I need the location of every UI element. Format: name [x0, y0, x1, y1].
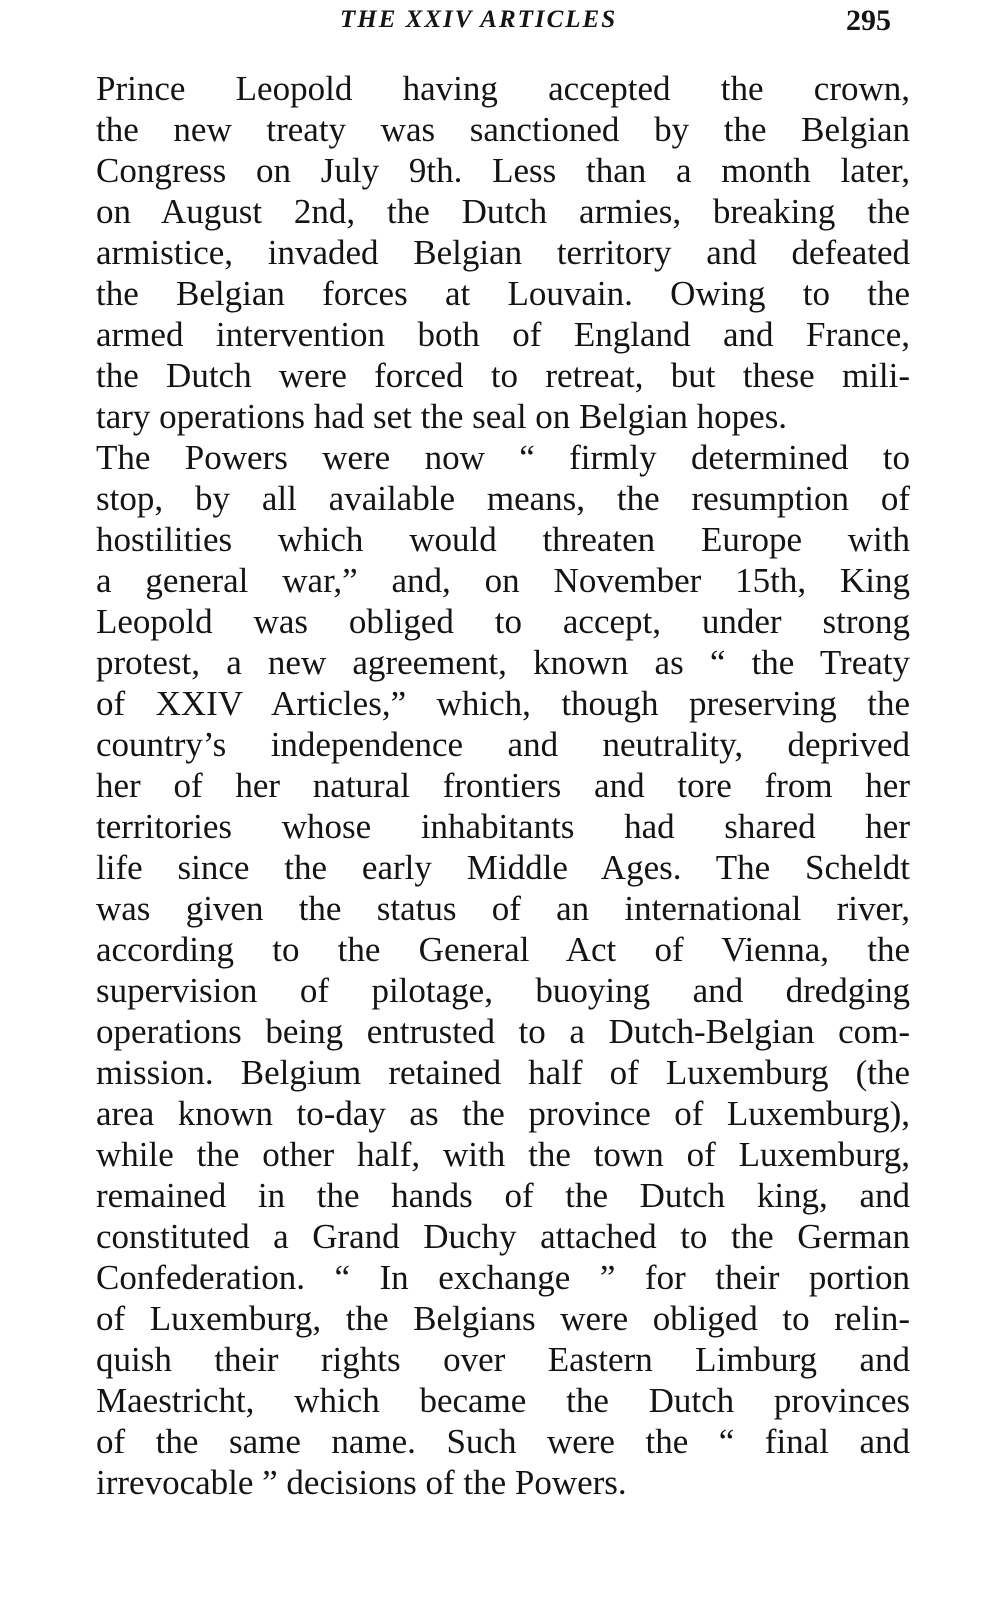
text-line: irrevocable ” decisions of the Powers.: [96, 1463, 627, 1502]
text-line: constituted a Grand Duchy attached to the German: [96, 1217, 910, 1256]
text-line: supervision of pilotage, buoying and dredging: [96, 971, 910, 1010]
text-line: area known to-day as the province of Luxemburg),: [96, 1094, 910, 1133]
text-line: armistice, invaded Belgian territory and defeated: [96, 233, 910, 272]
text-line: Prince Leopold having accepted the crown,: [96, 69, 910, 108]
text-line: The Powers were now “ firmly determined to: [96, 438, 910, 477]
text-line: the Belgian forces at Louvain. Owing to the: [96, 274, 910, 313]
running-title: THE XXIV ARTICLES: [340, 6, 618, 33]
text-line: quish their rights over Eastern Limburg and: [96, 1340, 910, 1379]
text-line: hostilities which would threaten Europe with: [96, 520, 910, 559]
text-line: according to the General Act of Vienna, the: [96, 930, 910, 969]
text-line: country’s independence and neutrality, deprived: [96, 725, 910, 764]
text-line: mission. Belgium retained half of Luxemburg (the: [96, 1053, 910, 1092]
text-line: on August 2nd, the Dutch armies, breaking the: [96, 192, 910, 231]
text-line: operations being entrusted to a Dutch-Belgian com-: [96, 1012, 910, 1051]
text-line: Maestricht, which became the Dutch provinces: [96, 1381, 910, 1420]
paragraph-1: [96, 68, 910, 437]
text-line: protest, a new agreement, known as “ the Treaty: [96, 643, 910, 682]
text-line: territories whose inhabitants had shared her: [96, 807, 910, 846]
paragraph-2: [96, 437, 910, 1503]
text-line: was given the status of an international river,: [96, 889, 910, 928]
text-line: tary operations had set the seal on Belgian hopes.: [96, 397, 788, 436]
text-line: of XXIV Articles,” which, though preserving the: [96, 684, 910, 723]
text-line: remained in the hands of the Dutch king, and: [96, 1176, 910, 1215]
text-line: the Dutch were forced to retreat, but these mili-: [96, 356, 910, 395]
text-line: of the same name. Such were the “ final and: [96, 1422, 910, 1461]
text-line: stop, by all available means, the resumption of: [96, 479, 910, 518]
text-line: a general war,” and, on November 15th, King: [96, 561, 910, 600]
text-line: armed intervention both of England and France,: [96, 315, 910, 354]
text-line: while the other half, with the town of Luxemburg,: [96, 1135, 910, 1174]
text-line: Leopold was obliged to accept, under strong: [96, 602, 910, 641]
text-line: of Luxemburg, the Belgians were obliged to relin-: [96, 1299, 910, 1338]
running-head: [0, 2, 1002, 42]
text-line: the new treaty was sanctioned by the Belgian: [96, 110, 910, 149]
text-line: life since the early Middle Ages. The Scheldt: [96, 848, 910, 887]
page-number: 295: [846, 4, 891, 37]
body-text: [96, 68, 910, 1503]
text-line: Congress on July 9th. Less than a month later,: [96, 151, 910, 190]
text-line: Confederation. “ In exchange ” for their portion: [96, 1258, 910, 1297]
text-line: her of her natural frontiers and tore from her: [96, 766, 910, 805]
